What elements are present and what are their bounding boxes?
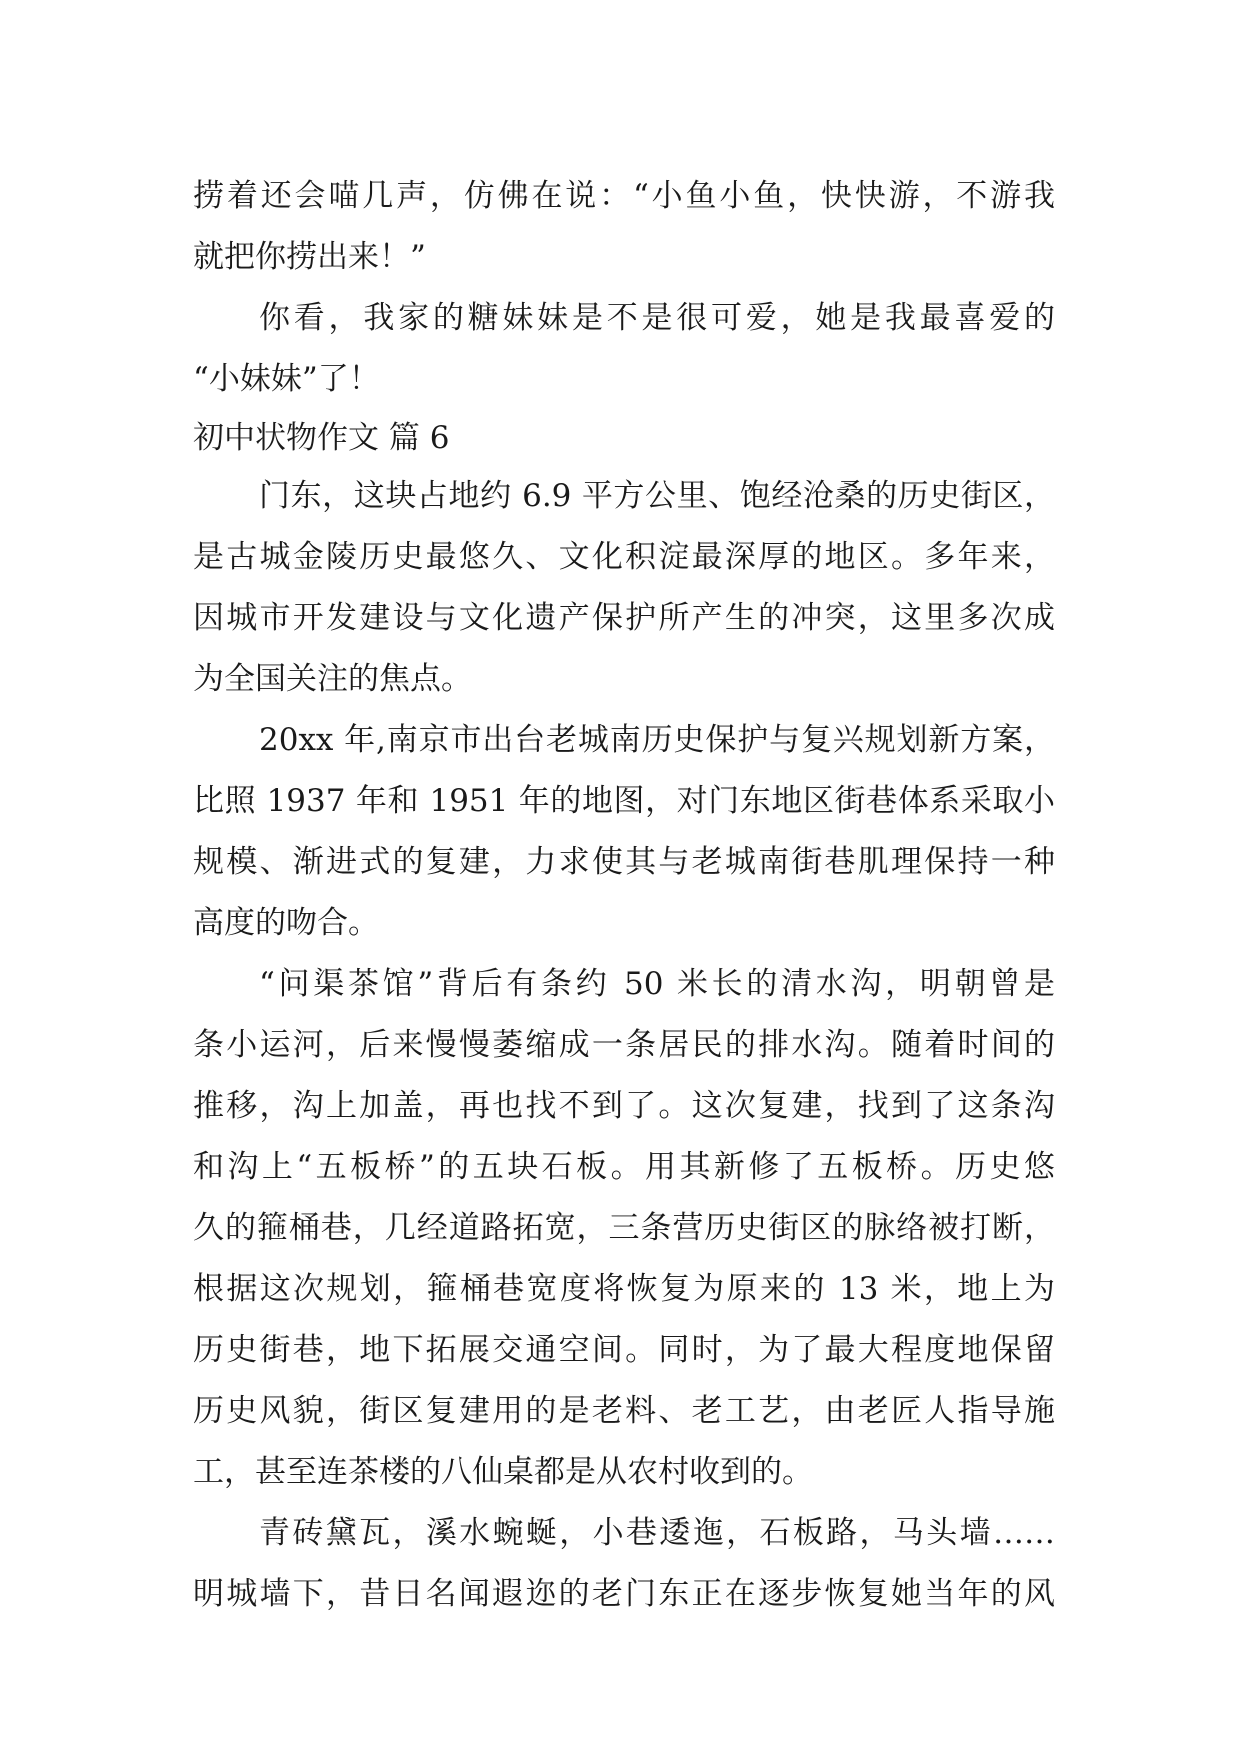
text-line: 推移，沟上加盖，再也找不到了。这次复建，找到了这条沟 [193, 1088, 1055, 1124]
text-line: 门东，这块占地约 6.9 平方公里、饱经沧桑的历史街区， [259, 478, 1055, 514]
text-line: 比照 1937 年和 1951 年的地图，对门东地区街巷体系采取小 [193, 783, 1055, 819]
text-line: 就把你捞出来！” [193, 239, 426, 275]
text-line: 20xx 年,南京市出台老城南历史保护与复兴规划新方案， [259, 722, 1055, 758]
text-line: 为全国关注的焦点。 [193, 661, 472, 697]
section-heading: 初中状物作文 篇 6 [193, 420, 450, 456]
text-line: 是古城金陵历史最悠久、文化积淀最深厚的地区。多年来， [193, 539, 1055, 575]
text-line: 久的箍桶巷，几经道路拓宽，三条营历史街区的脉络被打断， [193, 1210, 1055, 1246]
closing-paragraph [193, 288, 1055, 410]
text-line: 捞着还会喵几声，仿佛在说：“小鱼小鱼，快快游，不游我 [193, 178, 1055, 214]
text-line: 规模、渐进式的复建，力求使其与老城南街巷肌理保持一种 [193, 844, 1055, 880]
text-line: 根据这次规划，箍桶巷宽度将恢复为原来的 13 米，地上为 [193, 1271, 1055, 1307]
document-body [193, 166, 1055, 1625]
text-line: 因城市开发建设与文化遗产保护所产生的冲突，这里多次成 [193, 600, 1055, 636]
text-line: 你看，我家的糖妹妹是不是很可爱，她是我最喜爱的 [259, 300, 1055, 336]
text-line: 青砖黛瓦，溪水蜿蜒，小巷逶迤，石板路，马头墙…… [259, 1515, 1055, 1551]
text-line: 明城墙下，昔日名闻遐迩的老门东正在逐步恢复她当年的风 [193, 1576, 1055, 1612]
text-line: 工，甚至连茶楼的八仙桌都是从农村收到的。 [193, 1454, 813, 1490]
text-line: 历史风貌，街区复建用的是老料、老工艺，由老匠人指导施 [193, 1393, 1055, 1429]
paragraph-3 [193, 954, 1055, 1503]
text-line: 历史街巷，地下拓展交通空间。同时，为了最大程度地保留 [193, 1332, 1055, 1368]
paragraph-1 [193, 466, 1055, 710]
paragraph-4 [193, 1503, 1055, 1625]
text-line: 和沟上“五板桥”的五块石板。用其新修了五板桥。历史悠 [193, 1149, 1055, 1185]
text-line: “问渠茶馆”背后有条约 50 米长的清水沟，明朝曾是 [259, 966, 1055, 1002]
text-line: 高度的吻合。 [193, 905, 379, 941]
text-line: “小妹妹”了！ [193, 361, 380, 397]
text-line: 条小运河，后来慢慢萎缩成一条居民的排水沟。随着时间的 [193, 1027, 1055, 1063]
paragraph-2 [193, 710, 1055, 954]
intro-paragraph [193, 166, 1055, 288]
